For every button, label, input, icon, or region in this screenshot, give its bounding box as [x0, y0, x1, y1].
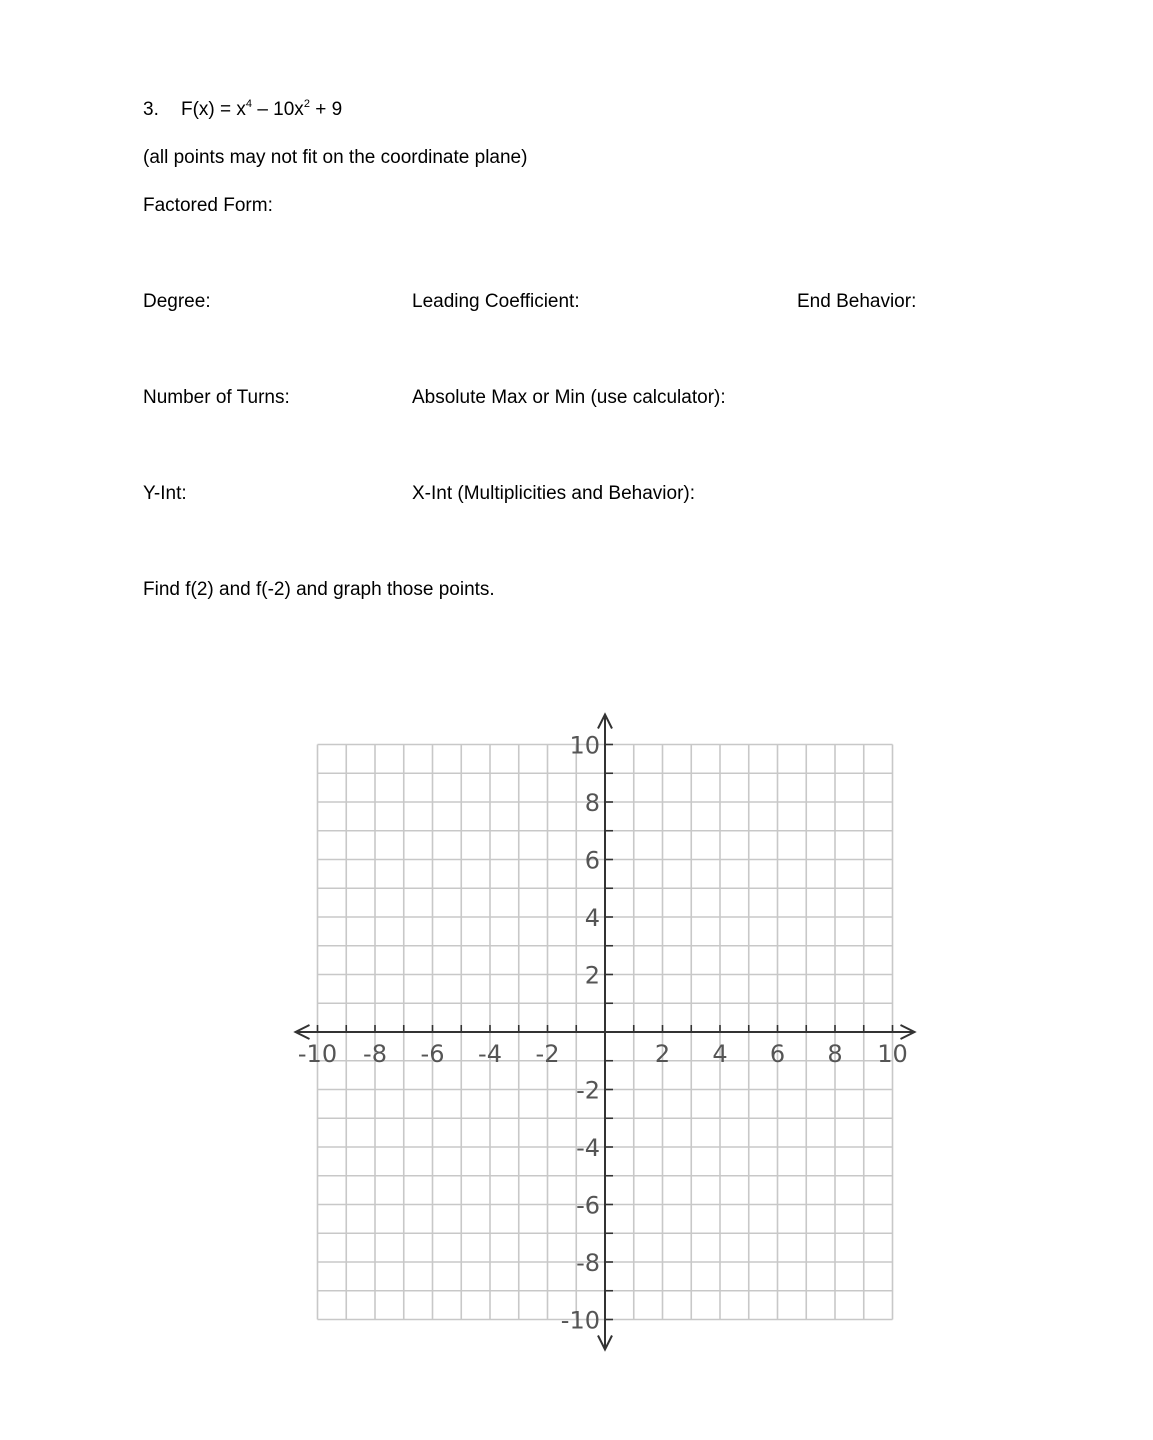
y-tick-label: -10 — [560, 1306, 600, 1335]
factored-form-label: Factored Form: — [143, 195, 273, 216]
y-tick-label: -8 — [576, 1249, 600, 1277]
absolute-max-min-label: Absolute Max or Min (use calculator): — [412, 387, 726, 408]
y-tick-label: 10 — [569, 731, 600, 760]
y-int-label: Y-Int: — [143, 483, 187, 504]
x-tick-label: -6 — [420, 1040, 445, 1068]
exponent-four: 4 — [245, 98, 253, 110]
degree-label: Degree: — [143, 291, 211, 312]
leading-coefficient-label: Leading Coefficient: — [412, 291, 580, 312]
graph-instruction: Find f(2) and f(-2) and graph those points. — [143, 579, 495, 600]
y-tick-label: -4 — [576, 1134, 600, 1162]
y-tick-label: 4 — [584, 904, 600, 932]
equation-middle: – 10x — [252, 99, 304, 120]
x-tick-label: -10 — [297, 1040, 338, 1068]
y-tick-label: 8 — [584, 789, 600, 817]
x-tick-label: -8 — [363, 1040, 387, 1068]
x-tick-label: 4 — [712, 1040, 728, 1068]
end-behavior-label: End Behavior: — [797, 291, 917, 312]
problem-number: 3. — [143, 99, 159, 120]
x-tick-label: 10 — [877, 1040, 908, 1068]
x-tick-labels — [298, 1040, 908, 1068]
y-tick-label: 2 — [584, 961, 600, 990]
axes — [296, 715, 915, 1350]
y-tick-label: -2 — [576, 1076, 600, 1105]
y-tick-label: -6 — [576, 1191, 600, 1220]
x-tick-label: 2 — [654, 1040, 671, 1068]
problem-equation — [181, 98, 342, 122]
x-tick-label: -2 — [535, 1040, 560, 1068]
equation-prefix: F(x) = x — [181, 99, 246, 120]
x-tick-label: 6 — [769, 1040, 786, 1068]
x-tick-label: 8 — [827, 1040, 843, 1068]
number-of-turns-label: Number of Turns: — [143, 387, 290, 408]
x-int-label: X-Int (Multiplicities and Behavior): — [412, 483, 695, 504]
y-tick-label: 6 — [584, 846, 600, 875]
exponent-two: 2 — [303, 98, 310, 110]
problem-note: (all points may not fit on the coordinate plane) — [143, 147, 528, 168]
equation-suffix: + 9 — [309, 99, 343, 120]
x-tick-label: -4 — [478, 1040, 502, 1068]
coordinate-plane — [280, 708, 930, 1360]
